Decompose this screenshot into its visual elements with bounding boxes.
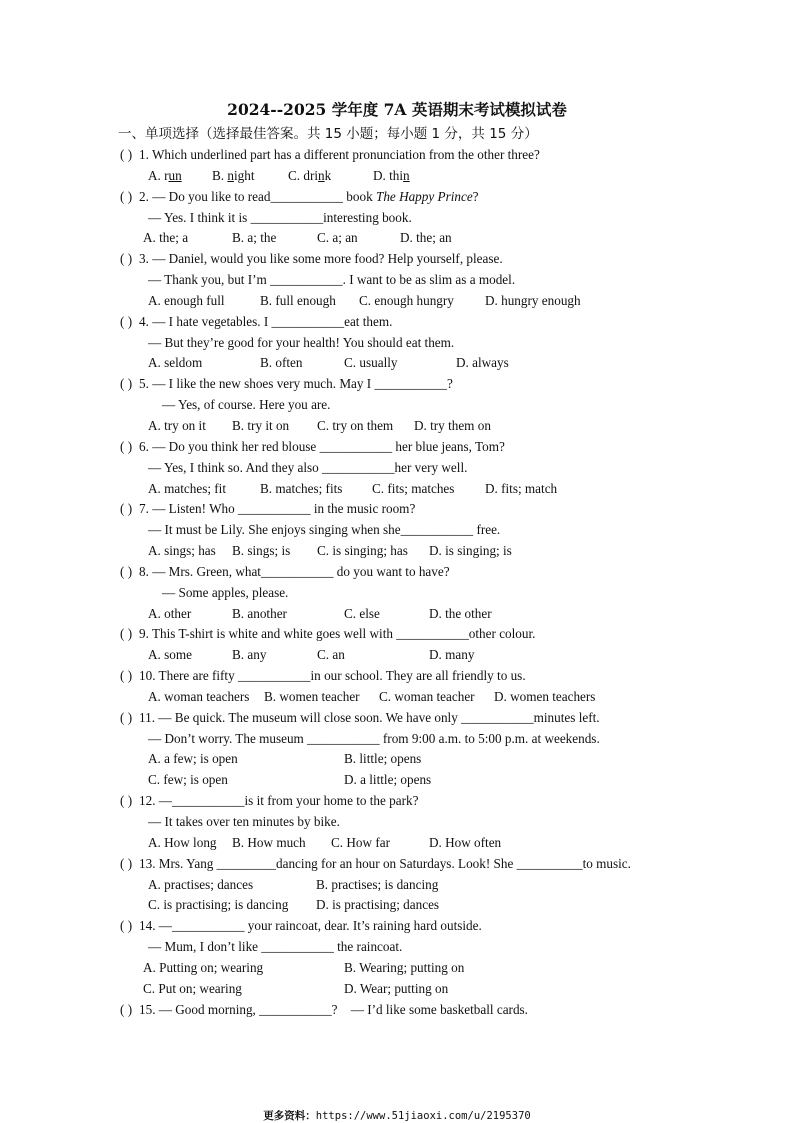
dialogue-line: — Mum, I don’t like ___________ the raincoat. — [148, 939, 403, 955]
option-d: D. women teachers — [494, 688, 596, 704]
answer-blank: ( ) — [120, 438, 133, 454]
answer-blank: ( ) — [120, 563, 133, 579]
option-d: D. thin — [373, 167, 410, 183]
dialogue-line: — But they’re good for your health! You should eat them. — [148, 334, 455, 350]
question-13-options-row-1 — [0, 875, 794, 896]
answer-blank: ( ) — [120, 313, 133, 329]
option-b: B. try it on — [232, 417, 290, 433]
question-3-line-2 — [0, 270, 794, 291]
option-a: A. enough full — [148, 292, 225, 308]
footer-label: 更多资料： — [263, 1110, 316, 1122]
question-7 — [0, 499, 794, 520]
question-2 — [0, 187, 794, 208]
option-c: C. woman teacher — [379, 688, 475, 704]
option-c: C. else — [344, 605, 380, 621]
option-a: A. sings; has — [148, 543, 216, 559]
option-c: C. is practising; is dancing — [148, 897, 289, 913]
option-a: A. a few; is open — [148, 751, 238, 767]
question-stem: 13. Mrs. Yang _________dancing for an hour on Saturdays. Look! She __________to music. — [139, 855, 631, 871]
answer-blank: ( ) — [120, 855, 133, 871]
option-d: D. is practising; dances — [316, 897, 440, 913]
question-8-options — [0, 604, 794, 625]
question-3 — [0, 249, 794, 270]
question-1 — [0, 145, 794, 166]
question-10-options — [0, 687, 794, 708]
option-d: D. is singing; is — [429, 543, 512, 559]
question-12-line-2 — [0, 812, 794, 833]
option-b: B. night — [212, 167, 255, 183]
option-c: C. enough hungry — [359, 292, 454, 308]
option-c: C. Put on; wearing — [143, 980, 242, 996]
answer-blank: ( ) — [120, 251, 133, 267]
answer-blank: ( ) — [120, 626, 133, 642]
footer — [0, 1108, 794, 1123]
answer-blank: ( ) — [120, 709, 133, 725]
option-b: B. a; the — [232, 230, 277, 246]
option-b: B. sings; is — [232, 543, 291, 559]
option-a: A. How long — [148, 834, 217, 850]
option-b: B. women teacher — [264, 688, 360, 704]
question-11 — [0, 708, 794, 729]
question-stem: 3. — Daniel, would you like some more food? Help yourself, please. — [139, 251, 503, 267]
section-heading: 一、单项选择（选择最佳答案。共 15 小题；每小题 1 分，共 15 分） — [118, 126, 538, 142]
option-a: A. practises; dances — [148, 876, 254, 892]
question-10 — [0, 666, 794, 687]
option-b: B. Wearing; putting on — [344, 959, 465, 975]
question-stem: 6. — Do you think her red blouse ___________ her blue jeans, Tom? — [139, 438, 505, 454]
exam-title: 2024--2025 学年度 7A 英语期末考试模拟试卷 — [227, 100, 567, 119]
option-b: B. practises; is dancing — [316, 876, 439, 892]
option-a: A. other — [148, 605, 192, 621]
option-c: C. a; an — [317, 230, 358, 246]
question-stem: 7. — Listen! Who ___________ in the music room? — [139, 501, 416, 517]
question-13-options-row-2 — [0, 895, 794, 916]
question-2-line-2 — [0, 208, 794, 229]
option-a: A. some — [148, 647, 192, 663]
question-5-options — [0, 416, 794, 437]
question-4-line-2 — [0, 333, 794, 354]
option-c: C. drink — [288, 167, 332, 183]
answer-blank: ( ) — [120, 501, 133, 517]
option-d: D. a little; opens — [344, 772, 432, 788]
question-6-options — [0, 479, 794, 500]
option-b: B. How much — [232, 834, 306, 850]
option-b: B. little; opens — [344, 751, 422, 767]
option-b: B. matches; fits — [260, 480, 343, 496]
question-6-line-2 — [0, 458, 794, 479]
question-stem: 5. — I like the new shoes very much. May I ___________? — [139, 376, 453, 392]
question-6 — [0, 437, 794, 458]
option-d: D. How often — [429, 834, 502, 850]
option-d: D. the other — [429, 605, 492, 621]
question-stem: 10. There are fifty ___________in our school. They are all friendly to us. — [139, 668, 526, 684]
option-b: B. full enough — [260, 292, 336, 308]
question-12 — [0, 791, 794, 812]
question-11-options-row-2 — [0, 770, 794, 791]
question-14-line-2 — [0, 937, 794, 958]
option-b: B. often — [260, 355, 303, 371]
answer-blank: ( ) — [120, 1001, 133, 1017]
answer-blank: ( ) — [120, 793, 133, 809]
option-c: C. is singing; has — [317, 543, 408, 559]
option-d: D. always — [456, 355, 509, 371]
question-14 — [0, 916, 794, 937]
question-stem: 15. — Good morning, ___________? — I’d like some basketball cards. — [139, 1001, 528, 1017]
option-d: D. fits; match — [485, 480, 558, 496]
option-a: A. seldom — [148, 355, 203, 371]
option-a: A. try on it — [148, 417, 206, 433]
question-1-options — [0, 166, 794, 187]
answer-blank: ( ) — [120, 668, 133, 684]
answer-blank: ( ) — [120, 188, 133, 204]
dialogue-line: — Don’t worry. The museum ___________ from 9:00 a.m. to 5:00 p.m. at weekends. — [148, 730, 600, 746]
question-7-options — [0, 541, 794, 562]
option-a: A. matches; fit — [148, 480, 227, 496]
question-11-options-row-1 — [0, 749, 794, 770]
question-15 — [0, 1000, 794, 1021]
option-d: D. try them on — [414, 417, 491, 433]
option-d: D. hungry enough — [485, 292, 581, 308]
dialogue-line: — It must be Lily. She enjoys singing when she___________ free. — [148, 522, 501, 538]
dialogue-line: — Thank you, but I’m ___________. I want to be as slim as a model. — [148, 272, 516, 288]
question-8-line-2 — [0, 583, 794, 604]
question-stem: 14. —___________ your raincoat, dear. It’s raining hard outside. — [139, 918, 482, 934]
option-c: C. usually — [344, 355, 398, 371]
option-b: B. any — [232, 647, 267, 663]
answer-blank: ( ) — [120, 147, 133, 162]
question-7-line-2 — [0, 520, 794, 541]
question-14-options-row-2 — [0, 979, 794, 1000]
question-8 — [0, 562, 794, 583]
dialogue-line: — Yes. I think it is ___________interesting book. — [148, 209, 412, 225]
option-a: A. the; a — [143, 230, 189, 246]
dialogue-line: — It takes over ten minutes by bike. — [148, 814, 340, 829]
option-c: C. an — [317, 647, 345, 663]
question-stem: 12. —___________is it from your home to the park? — [139, 793, 419, 809]
option-d: D. many — [429, 647, 475, 663]
dialogue-line: — Some apples, please. — [162, 584, 289, 600]
question-stem: 9. This T-shirt is white and white goes well with ___________other colour. — [139, 626, 536, 642]
question-5 — [0, 374, 794, 395]
dialogue-line: — Yes, I think so. And they also ___________her very well. — [148, 459, 468, 475]
option-c: C. few; is open — [148, 772, 228, 788]
answer-blank: ( ) — [120, 918, 133, 934]
question-12-options — [0, 833, 794, 854]
question-2-options — [0, 228, 794, 249]
question-stem: 1. Which underlined part has a different pronunciation from the other three? — [139, 147, 540, 162]
question-stem: 11. — Be quick. The museum will close soon. We have only ___________minutes left. — [139, 709, 600, 725]
question-4 — [0, 312, 794, 333]
question-stem: 2. — Do you like to read___________ book The Happy Prince? — [139, 188, 479, 204]
question-4-options — [0, 353, 794, 374]
question-stem: 4. — I hate vegetables. I ___________eat them. — [139, 313, 393, 329]
dialogue-line: — Yes, of course. Here you are. — [162, 397, 331, 413]
option-c: C. How far — [331, 834, 390, 850]
option-d: D. Wear; putting on — [344, 980, 449, 996]
question-14-options-row-1 — [0, 958, 794, 979]
question-9-options — [0, 645, 794, 666]
option-c: C. fits; matches — [372, 480, 455, 496]
question-3-options — [0, 291, 794, 312]
question-13 — [0, 854, 794, 875]
question-11-line-2 — [0, 729, 794, 750]
option-c: C. try on them — [317, 417, 394, 433]
book-title: The Happy Prince — [375, 188, 473, 204]
answer-blank: ( ) — [120, 376, 133, 392]
option-d: D. the; an — [400, 230, 452, 246]
option-a: A. woman teachers — [148, 688, 250, 704]
question-5-line-2 — [0, 395, 794, 416]
question-list — [0, 145, 794, 1020]
footer-link[interactable]: https://www.51jiaoxi.com/u/2195370 — [315, 1110, 531, 1122]
option-a: A. run — [148, 167, 182, 183]
question-stem: 8. — Mrs. Green, what___________ do you want to have? — [139, 563, 450, 579]
question-9 — [0, 624, 794, 645]
option-b: B. another — [232, 605, 287, 621]
option-a: A. Putting on; wearing — [143, 959, 264, 975]
